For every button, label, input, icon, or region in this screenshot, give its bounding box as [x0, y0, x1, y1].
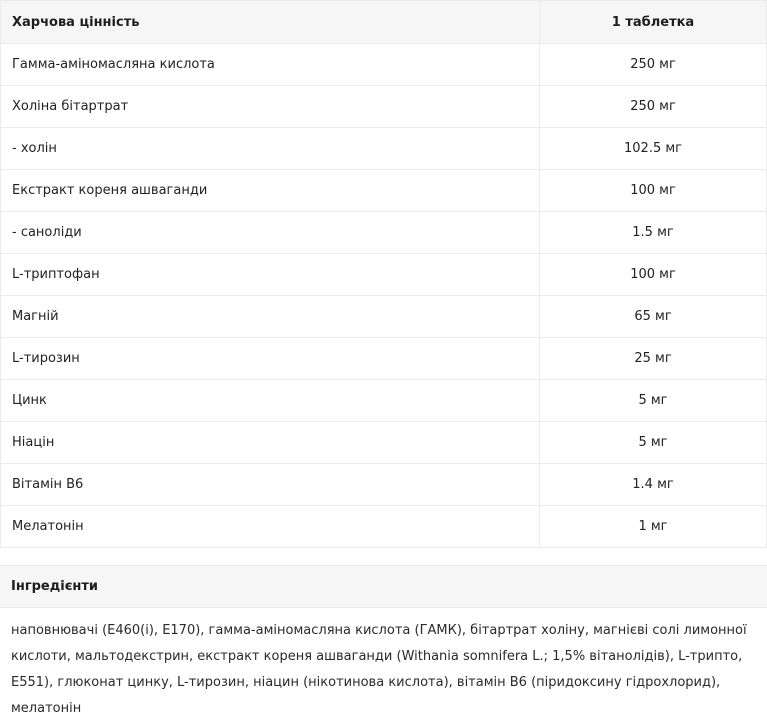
table-row: [1, 212, 767, 254]
ingredients-text: наповнювачі (E460(i), E170), гамма-аміномасляна кислота (ГАМК), бітартрат холіну, магнієві солі лимонної кислоти, мальтодекстрин, екстракт кореня ашваганди (Withania somnifera L.; 1,5% вітанолідів), L-трипто, E551), глюконат цинку, L-тирозин, ніацин (нікотинова кислота), вітамін В6 (піридоксину гідрохлорид), мелатонін: [11, 623, 747, 716]
nutrient-amount: 100 мг: [540, 170, 767, 212]
table-row: [1, 44, 767, 86]
nutrition-header-amount: 1 таблетка: [540, 1, 767, 44]
nutrient-amount: 1.5 мг: [540, 212, 767, 254]
table-row: [1, 464, 767, 506]
nutrition-header-row: [1, 1, 767, 44]
nutrient-name: - саноліди: [1, 212, 540, 254]
table-row: [1, 338, 767, 380]
nutrient-name: Вітамін В6: [1, 464, 540, 506]
nutrient-name: Екстракт кореня ашваганди: [1, 170, 540, 212]
nutrient-amount: 25 мг: [540, 338, 767, 380]
section-spacer: [0, 548, 767, 565]
nutrient-name: Цинк: [1, 380, 540, 422]
nutrient-amount: 250 мг: [540, 44, 767, 86]
table-row: [1, 506, 767, 548]
nutrient-amount: 5 мг: [540, 380, 767, 422]
table-row: [1, 86, 767, 128]
nutrient-amount: 250 мг: [540, 86, 767, 128]
ingredients-title: Інгредієнти: [0, 565, 767, 608]
nutrient-name: L-тирозин: [1, 338, 540, 380]
nutrient-name: Холіна бітартрат: [1, 86, 540, 128]
nutrient-amount: 65 мг: [540, 296, 767, 338]
nutrient-name: Мелатонін: [1, 506, 540, 548]
nutrient-amount: 102.5 мг: [540, 128, 767, 170]
nutrient-amount: 5 мг: [540, 422, 767, 464]
nutrient-name: L-триптофан: [1, 254, 540, 296]
nutrient-name: Магній: [1, 296, 540, 338]
nutrient-name: Гамма-аміномасляна кислота: [1, 44, 540, 86]
nutrient-amount: 100 мг: [540, 254, 767, 296]
table-row: [1, 128, 767, 170]
nutrient-amount: 1.4 мг: [540, 464, 767, 506]
table-row: [1, 422, 767, 464]
nutrient-amount: 1 мг: [540, 506, 767, 548]
table-row: [1, 254, 767, 296]
nutrient-name: - холін: [1, 128, 540, 170]
table-row: [1, 380, 767, 422]
table-row: [1, 170, 767, 212]
nutrition-header-name: Харчова цінність: [1, 1, 540, 44]
table-row: [1, 296, 767, 338]
nutrient-name: Ніацін: [1, 422, 540, 464]
